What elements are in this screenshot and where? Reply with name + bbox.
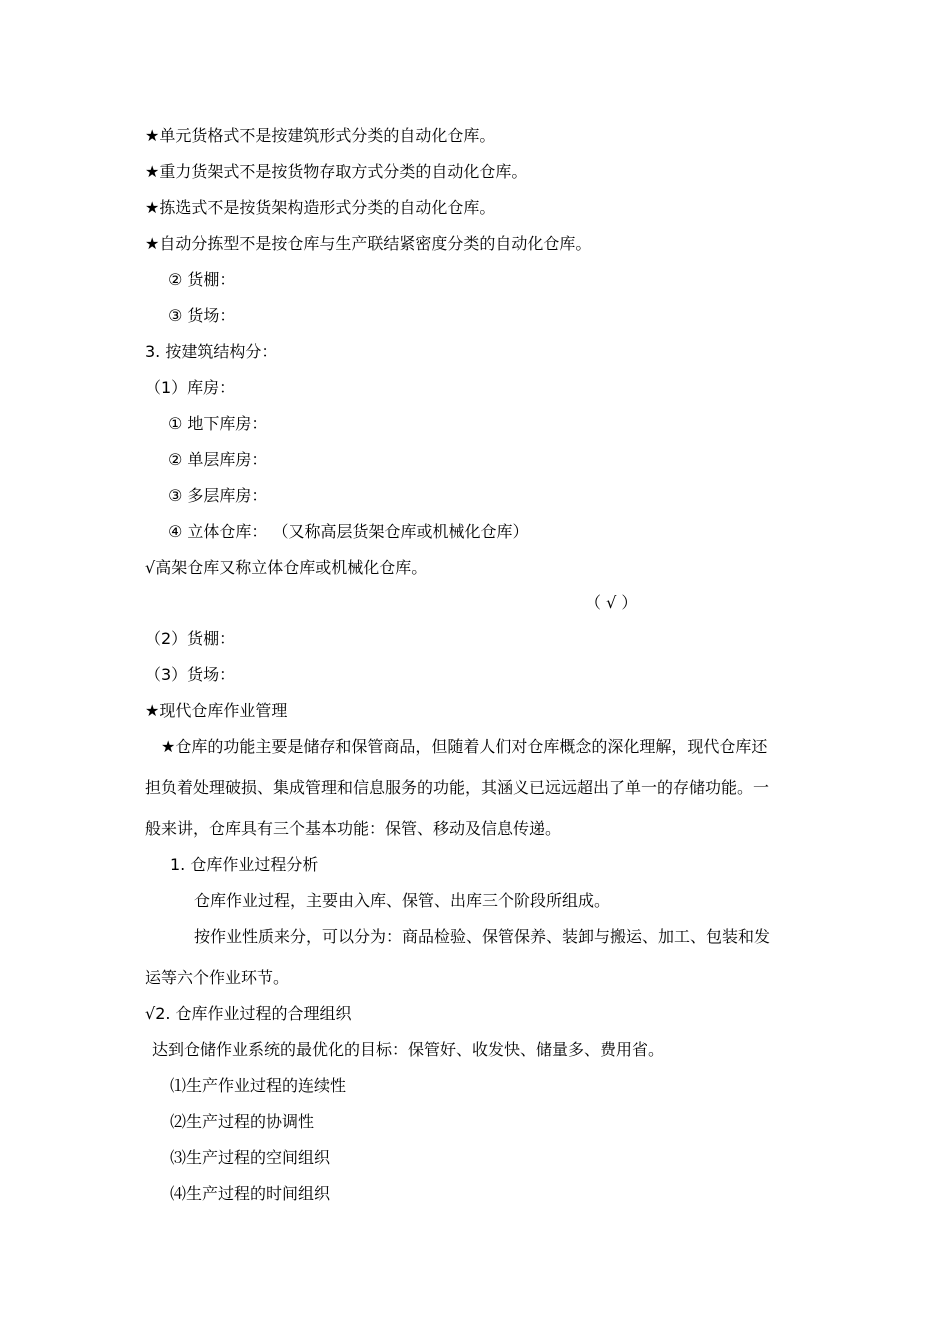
text-line: （1）库房：	[145, 378, 236, 397]
section-heading: ★现代仓库作业管理	[145, 701, 288, 720]
list-item: ⑶生产过程的空间组织	[170, 1148, 331, 1167]
text-line: （3）货场：	[145, 665, 236, 684]
list-item: ⑷生产过程的时间组织	[170, 1184, 331, 1203]
text-line: ★拣选式不是按货架构造形式分类的自动化仓库。	[145, 198, 496, 217]
section-heading: √2. 仓库作业过程的合理组织	[145, 1004, 352, 1023]
paragraph-line: 般来讲，仓库具有三个基本功能：保管、移动及信息传递。	[145, 819, 562, 838]
text-line: ③ 多层库房：	[168, 486, 268, 505]
text-line: 仓库作业过程，主要由入库、保管、出库三个阶段所组成。	[194, 891, 611, 910]
text-line: 达到仓储作业系统的最优化的目标：保管好、收发快、储量多、费用省。	[152, 1040, 665, 1059]
paragraph-line: 按作业性质来分，可以分为：商品检验、保管保养、装卸与搬运、加工、包装和发	[194, 927, 771, 946]
text-line: ③ 货场：	[168, 306, 236, 325]
text-line: ★重力货架式不是按货物存取方式分类的自动化仓库。	[145, 162, 528, 181]
text-line: ② 单层库房：	[168, 450, 268, 469]
paragraph-line: 担负着处理破损、集成管理和信息服务的功能，其涵义已远远超出了单一的存储功能。一	[145, 778, 770, 797]
list-item: ⑵生产过程的协调性	[170, 1112, 315, 1131]
paragraph-line: ★仓库的功能主要是储存和保管商品，但随着人们对仓库概念的深化理解，现代仓库还	[161, 737, 768, 756]
text-line: ★自动分拣型不是按仓库与生产联结紧密度分类的自动化仓库。	[145, 234, 592, 253]
text-line: ④ 立体仓库： （又称高层货架仓库或机械化仓库）	[168, 522, 529, 541]
paragraph-line: 运等六个作业环节。	[145, 968, 290, 987]
text-line: ② 货棚：	[168, 270, 236, 289]
text-line: ① 地下库房：	[168, 414, 268, 433]
text-line: （2）货棚：	[145, 629, 236, 648]
section-heading: 1. 仓库作业过程分析	[170, 855, 319, 874]
answer-mark: （ √ ）	[585, 593, 638, 612]
text-line: ★单元货格式不是按建筑形式分类的自动化仓库。	[145, 126, 496, 145]
section-heading: 3. 按建筑结构分：	[145, 342, 278, 361]
text-line: √高架仓库又称立体仓库或机械化仓库。	[145, 558, 428, 577]
list-item: ⑴生产作业过程的连续性	[170, 1076, 347, 1095]
